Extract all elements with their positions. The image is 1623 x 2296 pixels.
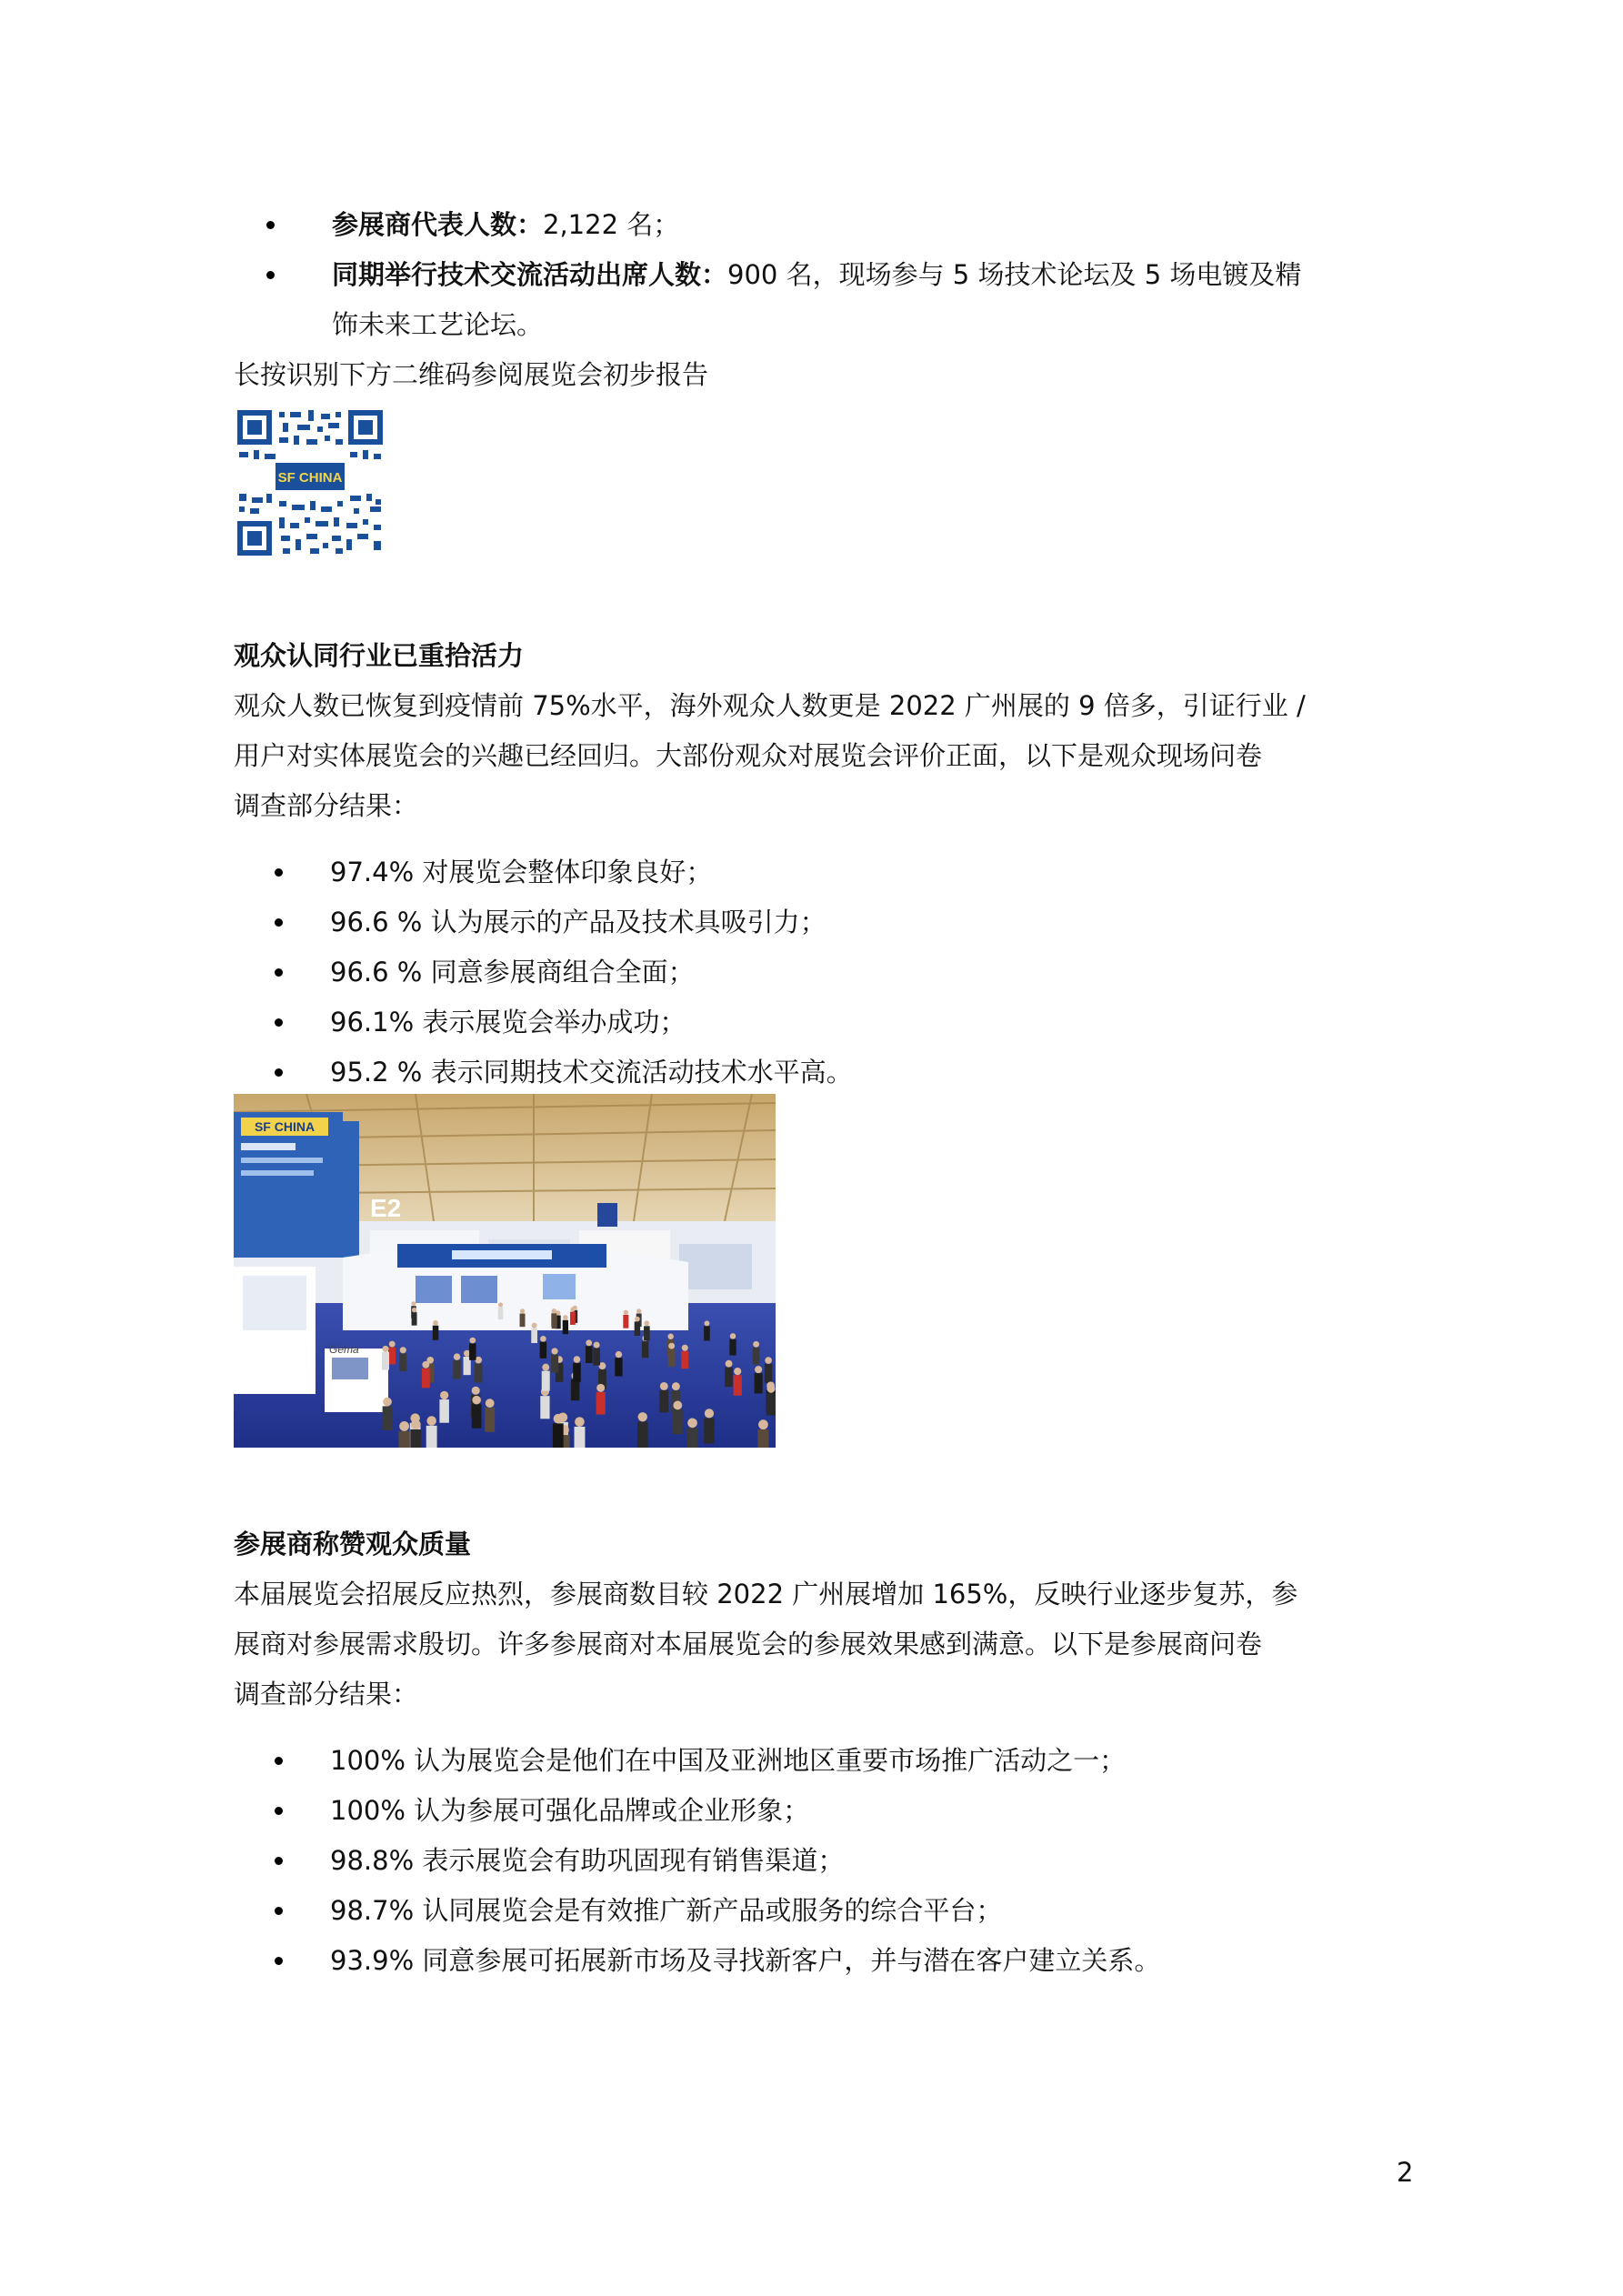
person-head (551, 1348, 557, 1354)
person-head (730, 1333, 736, 1338)
person-head (638, 1412, 647, 1421)
person-figure (593, 1349, 600, 1366)
section-heading: 观众认同行业已重拾活力 (234, 640, 525, 671)
person-figure (426, 1426, 437, 1448)
person-head (596, 1384, 605, 1392)
person-figure (755, 1373, 763, 1393)
bullet-dot (266, 221, 275, 229)
paragraph-line: 用户对实体展览会的兴趣已经回归。大部份观众对展览会评价正面，以下是观众现场问卷 (234, 740, 1263, 771)
bullet-dot (275, 1068, 283, 1077)
bullet-dot (275, 1807, 283, 1815)
visitor-survey-list (234, 847, 1416, 1098)
bullet-dot (275, 868, 283, 877)
bullet-text: 97.4% 对展览会整体印象良好； (330, 857, 713, 887)
person-head (570, 1307, 575, 1311)
person-figure (422, 1369, 430, 1389)
person-figure (485, 1408, 495, 1432)
list-item (234, 1836, 1416, 1886)
section-visitors (234, 631, 1416, 1098)
bullet-text: 100% 认为展览会是他们在中国及亚洲地区重要市场推广活动之一； (330, 1745, 1127, 1776)
page-number: 2 (1397, 2157, 1414, 2188)
person-figure (412, 1312, 417, 1325)
person-head (765, 1357, 772, 1364)
person-head (411, 1301, 416, 1306)
person-head (540, 1336, 546, 1342)
person-figure (563, 1320, 568, 1334)
section-heading: 参展商称赞观众质量 (234, 1529, 472, 1559)
person-figure (540, 1342, 546, 1359)
person-head (389, 1341, 396, 1348)
person-head (758, 1419, 768, 1429)
bullet-text: 96.6 % 认为展示的产品及技术具吸引力； (330, 907, 827, 937)
paragraph-line: 调查部分结果： (234, 1679, 419, 1709)
qr-code-graphic (234, 406, 386, 559)
paragraph-line: 调查部分结果： (234, 790, 419, 821)
booth-sign-text: Gema (329, 1343, 359, 1356)
bullet-label: 同期举行技术交流活动出席人数： (332, 259, 728, 290)
person-head (575, 1417, 585, 1427)
person-head (594, 1342, 600, 1349)
bullet-dot (275, 918, 283, 927)
qr-code[interactable] (234, 406, 386, 559)
list-item (234, 200, 1416, 250)
person-head (520, 1308, 525, 1313)
person-head (422, 1361, 429, 1369)
person-figure (729, 1339, 736, 1356)
bullet-text: 98.8% 表示展览会有助巩固现有销售渠道； (330, 1845, 845, 1876)
bullet-dot (275, 1957, 283, 1965)
person-figure (472, 1404, 482, 1428)
bullet-text: 2,122 名； (543, 209, 680, 240)
person-head (426, 1416, 436, 1426)
person-figure (659, 1390, 668, 1412)
person-figure (570, 1312, 576, 1325)
person-figure (757, 1429, 768, 1448)
person-figure (383, 1406, 393, 1430)
person-head (532, 1323, 537, 1328)
person-head (469, 1338, 476, 1344)
person-figure (642, 1341, 648, 1358)
person-head (399, 1421, 409, 1431)
person-figure (681, 1351, 688, 1369)
bullet-text-continued: 饰未来工艺论坛。 (332, 309, 544, 340)
person-figure (615, 1358, 622, 1376)
person-head (726, 1360, 733, 1368)
person-figure (571, 1379, 579, 1400)
person-figure (540, 1396, 549, 1419)
bullet-text: 96.1% 表示展览会举办成功； (330, 1007, 686, 1038)
list-item (234, 1786, 1416, 1836)
person-head (753, 1341, 759, 1348)
person-head (635, 1317, 640, 1322)
person-figure (399, 1353, 406, 1371)
person-head (734, 1368, 741, 1375)
bullet-dot (275, 1757, 283, 1765)
person-head (542, 1364, 549, 1371)
person-figure (433, 1326, 439, 1340)
person-head (668, 1343, 675, 1349)
list-item (234, 1886, 1416, 1936)
person-figure (596, 1392, 606, 1415)
person-figure (753, 1348, 760, 1365)
exhibitor-survey-list (234, 1736, 1416, 1986)
person-figure (399, 1431, 410, 1448)
person-head (687, 1419, 697, 1429)
list-item (234, 1048, 1416, 1098)
qr-caption: 长按识别下方二维码参阅展览会初步报告 (234, 359, 709, 390)
section-exhibitors (234, 1519, 1416, 1986)
person-figure (573, 1363, 581, 1382)
person-head (766, 1385, 775, 1393)
list-item (234, 250, 1416, 350)
person-head (705, 1320, 710, 1326)
bullet-dot (275, 1857, 283, 1865)
person-figure (531, 1328, 537, 1343)
person-figure (439, 1399, 448, 1423)
person-figure (725, 1368, 733, 1387)
bullet-dot (275, 1018, 283, 1027)
person-head (755, 1366, 762, 1373)
person-figure (766, 1393, 776, 1416)
photo-banner-text: SF CHINA (254, 1119, 316, 1134)
person-head (616, 1351, 622, 1358)
list-item (234, 947, 1416, 998)
exhibition-hall-photo (234, 1094, 776, 1448)
bullet-text: 98.7% 认同展览会是有效推广新产品或服务的综合平台； (330, 1895, 1003, 1926)
bullet-dot (275, 1907, 283, 1915)
person-figure (687, 1428, 698, 1448)
person-figure (734, 1375, 742, 1395)
person-figure (704, 1418, 714, 1443)
person-head (705, 1409, 714, 1418)
list-item (234, 847, 1416, 897)
person-figure (410, 1429, 421, 1448)
person-head (644, 1320, 649, 1326)
paragraph-line: 本届展览会招展反应热烈，参展商数目较 2022 广州展增加 165%，反映行业逐步复苏，参 (234, 1579, 1298, 1609)
person-head (636, 1308, 641, 1313)
person-head (472, 1387, 480, 1395)
person-head (412, 1308, 416, 1312)
person-head (411, 1419, 421, 1429)
person-head (660, 1382, 668, 1390)
person-figure (382, 1352, 389, 1370)
person-head (486, 1399, 495, 1408)
person-head (454, 1353, 460, 1359)
person-figure (637, 1421, 648, 1448)
person-figure (635, 1321, 640, 1336)
top-bullet-list (234, 200, 1416, 400)
person-head (624, 1310, 628, 1315)
person-figure (704, 1326, 710, 1340)
list-item (234, 897, 1416, 947)
person-figure (498, 1307, 504, 1319)
bullet-text: 900 名，现场参与 5 场技术论坛及 5 场电镀及精 (727, 259, 1302, 290)
person-head (672, 1382, 680, 1390)
person-head (574, 1356, 581, 1363)
person-figure (673, 1409, 683, 1434)
person-figure (668, 1349, 676, 1367)
paragraph-line: 观众人数已恢复到疫情前 75%水平，海外观众人数更是 2022 广州展的 9 倍多，引证行业 / (234, 690, 1306, 721)
person-head (472, 1396, 481, 1405)
person-figure (575, 1427, 586, 1448)
bullet-text: 95.2 % 表示同期技术交流活动技术水平高。 (330, 1057, 853, 1088)
person-head (552, 1308, 556, 1313)
person-head (554, 1414, 563, 1423)
person-figure (765, 1364, 773, 1383)
list-item (234, 1936, 1416, 1986)
person-head (667, 1334, 674, 1340)
bullet-dot (275, 968, 283, 977)
person-head (586, 1339, 592, 1346)
person-figure (453, 1360, 460, 1379)
list-item (234, 998, 1416, 1048)
person-head (400, 1347, 406, 1353)
person-head (440, 1391, 448, 1399)
person-figure (551, 1313, 556, 1327)
bullet-label: 参展商代表人数： (332, 209, 544, 240)
paragraph-line: 展商对参展需求殷切。许多参展商对本届展览会的参展效果感到满意。以下是参展商问卷 (234, 1629, 1263, 1659)
person-head (563, 1315, 568, 1320)
bullet-dot (266, 271, 275, 279)
person-head (673, 1401, 682, 1410)
person-figure (475, 1363, 483, 1382)
qr-logo-text: SF CHINA (277, 470, 343, 486)
list-item (234, 1736, 1416, 1786)
bullet-text: 100% 认为参展可强化品牌或企业形象； (330, 1795, 810, 1826)
bullet-text: 93.9% 同意参展可拓展新市场及寻找新客户，并与潜在客户建立关系。 (330, 1945, 1161, 1976)
person-figure (553, 1423, 564, 1448)
person-figure (469, 1343, 476, 1359)
person-figure (644, 1326, 650, 1340)
person-head (682, 1345, 688, 1351)
person-head (433, 1320, 438, 1326)
exhibition-hall-illustration (234, 1094, 776, 1448)
person-figure (623, 1315, 628, 1328)
person-figure (586, 1346, 593, 1363)
person-figure (551, 1355, 558, 1373)
person-figure (542, 1371, 550, 1391)
person-head (498, 1302, 503, 1307)
person-figure (388, 1348, 396, 1365)
bullet-text: 96.6 % 同意参展商组合全面； (330, 957, 695, 988)
person-head (383, 1398, 392, 1407)
person-figure (520, 1314, 526, 1328)
person-head (382, 1346, 388, 1352)
hall-sign-text: E2 (370, 1194, 402, 1222)
